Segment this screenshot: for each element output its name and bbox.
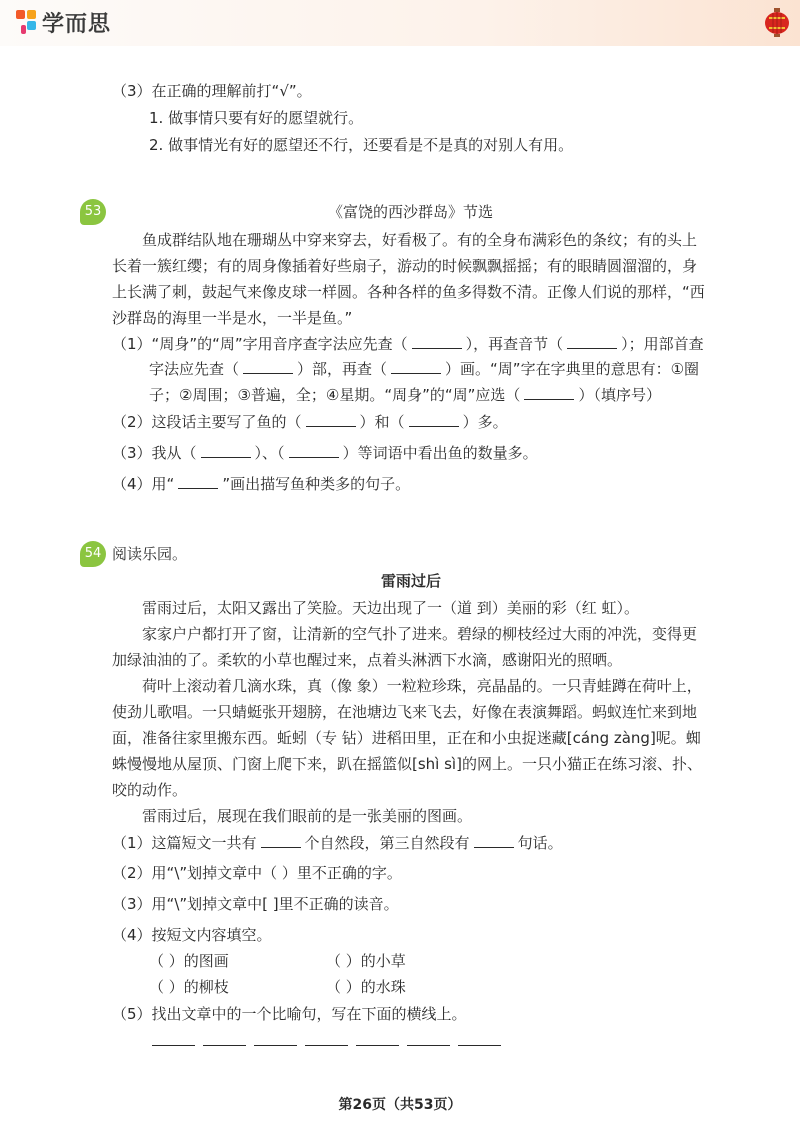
- answer-blank[interactable]: [567, 335, 617, 349]
- q54-passage-p1: 雷雨过后，太阳又露出了笑脸。天边出现了一（道 到）美丽的彩（红 虹）。: [142, 599, 640, 617]
- q54-fill-2: （ ）的小草: [326, 952, 406, 970]
- q54-fill-1: （ ）的图画: [149, 952, 229, 970]
- answer-blank[interactable]: [178, 475, 218, 489]
- q53-question-3: （3）我从（ ）、（ ）等词语中看出鱼的数量多。: [112, 444, 538, 462]
- q53-passage-line-4: 沙群岛的海里一半是水，一半是鱼。”: [112, 309, 353, 327]
- q54-question-3: （3）用“\”划掉文章中[ ]里不正确的读音。: [112, 895, 399, 913]
- q53-title: 《富饶的西沙群岛》节选: [328, 203, 494, 221]
- answer-blank[interactable]: [409, 413, 459, 427]
- question-number-53: 53: [80, 199, 106, 225]
- q54-question-4: （4）按短文内容填空。: [112, 926, 272, 944]
- q54-passage-p2-line-2: 加绿油油的了。柔软的小草也醒过来，点着头淋洒下水滴，感谢阳光的照晒。: [112, 651, 623, 669]
- answer-line[interactable]: [305, 1044, 348, 1046]
- question-number-54: 54: [80, 541, 106, 567]
- answer-blank[interactable]: [243, 360, 293, 374]
- q54-passage-p2-line-1: 家家户户都打开了窗，让清新的空气扑了进来。碧绿的柳枝经过大雨的冲洗，变得更: [142, 625, 698, 643]
- q53-question-1-line-2: 字法应先查（ ）部，再查（ ）画。“周”字在字典里的意思有：①圈: [149, 360, 700, 378]
- answer-blank[interactable]: [261, 834, 301, 848]
- q54-passage-p3-line-1: 荷叶上滚动着几滴水珠，真（像 象）一粒粒珍珠，亮晶晶的。一只青蛙蹲在荷叶上，: [142, 677, 702, 695]
- answer-blank[interactable]: [201, 444, 251, 458]
- q53-passage-line-1: 鱼成群结队地在珊瑚丛中穿来穿去，好看极了。有的全身布满彩色的条纹；有的头上: [142, 231, 698, 249]
- q54-passage-p3-line-4: 蛛慢慢地从屋顶、门窗上爬下来，趴在摇篮似[shì sì]的网上。一只小猫正在练习滚、扑、: [112, 755, 702, 773]
- q54-question-5: （5）找出文章中的一个比喻句，写在下面的横线上。: [112, 1005, 467, 1023]
- q54-title: 雷雨过后: [381, 572, 442, 590]
- answer-line[interactable]: [254, 1044, 297, 1046]
- q54-question-1: （1）这篇短文一共有 个自然段，第三自然段有 句话。: [112, 834, 563, 852]
- q54-passage-p3-line-5: 咬的动作。: [112, 781, 188, 799]
- answer-line[interactable]: [458, 1044, 501, 1046]
- answer-lines[interactable]: [152, 1044, 501, 1046]
- q54-question-2: （2）用“\”划掉文章中（ ）里不正确的字。: [112, 864, 402, 882]
- q52-option-1: 1. 做事情只要有好的愿望就行。: [149, 109, 364, 127]
- answer-blank[interactable]: [289, 444, 339, 458]
- answer-blank[interactable]: [524, 386, 574, 400]
- answer-line[interactable]: [407, 1044, 450, 1046]
- answer-blank[interactable]: [391, 360, 441, 374]
- q53-question-1-line-3: 子；②周围；③普遍，全；④星期。“周身”的“周”应选（ ）（填序号）: [149, 386, 661, 404]
- answer-blank[interactable]: [306, 413, 356, 427]
- q53-passage-line-3: 上长满了刺，鼓起气来像皮球一样圆。各种各样的鱼多得数不清。正像人们说的那样，“西: [112, 283, 705, 301]
- q53-question-4: （4）用“ ”画出描写鱼种类多的句子。: [112, 475, 411, 493]
- answer-line[interactable]: [152, 1044, 195, 1046]
- logo-text: 学而思: [42, 11, 112, 37]
- q53-question-1-line-1: （1）“周身”的“周”字用音序查字法应先查（ ），再查音节（ ）；用部首查: [112, 335, 704, 353]
- q52-option-2: 2. 做事情光有好的愿望还不行，还要看是不是真的对别人有用。: [149, 136, 574, 154]
- q53-question-2: （2）这段话主要写了鱼的（ ）和（ ）多。: [112, 413, 508, 431]
- answer-blank[interactable]: [412, 335, 462, 349]
- answer-blank[interactable]: [474, 834, 514, 848]
- answer-line[interactable]: [203, 1044, 246, 1046]
- q52-question-3: （3）在正确的理解前打“√”。: [112, 82, 312, 100]
- q54-fill-4: （ ）的水珠: [326, 978, 406, 996]
- page-number: 第26页（共53页）: [338, 1097, 462, 1113]
- q54-passage-p4: 雷雨过后，展现在我们眼前的是一张美丽的图画。: [142, 807, 473, 825]
- q54-passage-p3-line-3: 面，准备往家里搬东西。蚯蚓（专 钻）进稻田里，正在和小虫捉迷藏[cáng zàng]呢。蜘: [112, 729, 701, 747]
- q53-passage-line-2: 长着一簇红缨；有的周身像插着好些扇子，游动的时候飘飘摇摇；有的眼睛圆溜溜的，身: [112, 257, 698, 275]
- q54-passage-p3-line-2: 使劲儿歌唱。一只蜻蜓张开翅膀，在池塘边飞来飞去，好像在表演舞蹈。蚂蚁连忙来到地: [112, 703, 698, 721]
- answer-line[interactable]: [356, 1044, 399, 1046]
- q54-intro: 阅读乐园。: [112, 545, 188, 563]
- q54-fill-3: （ ）的柳枝: [149, 978, 229, 996]
